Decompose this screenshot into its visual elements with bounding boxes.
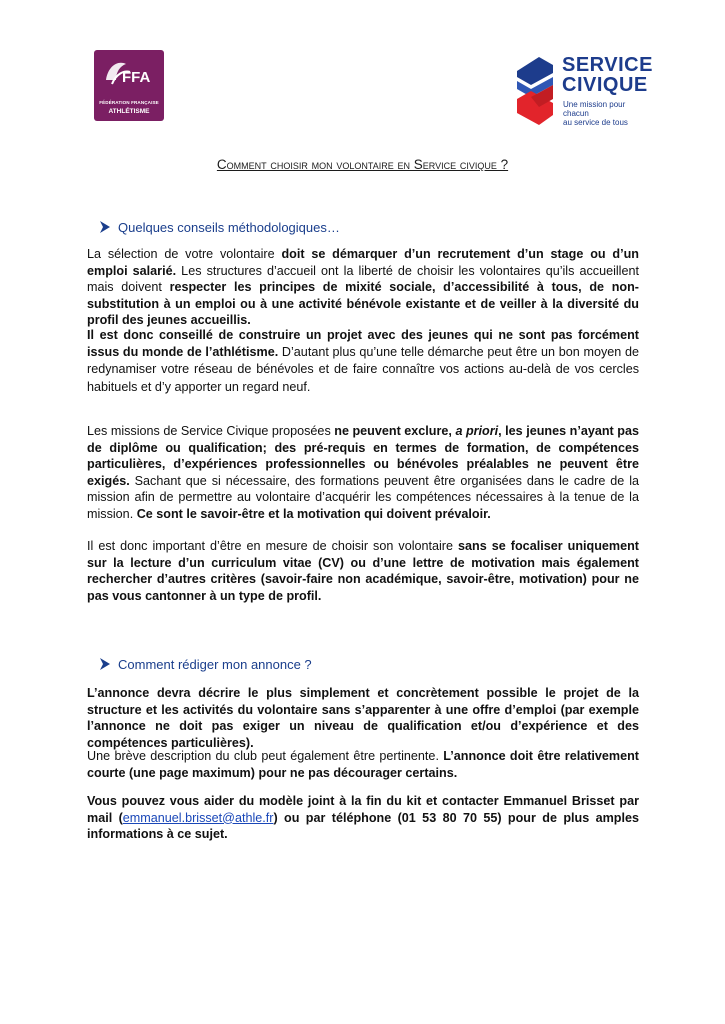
bold-run: Il est donc conseillé de construire un projet avec des jeunes qui ne sont pas forcément issus du monde de l’athlétisme. (87, 328, 639, 360)
text-run: Sachant que si nécessaire, des formations peuvent être organisées dans le cadre de la mission afin de permettre au volontaire d’acquérir les compétences nécessaires à la tenue de la mission. (87, 473, 639, 521)
ffa-mark: FFA (122, 69, 151, 86)
text-run: D’autant plus qu’une telle démarche peut être un bon moyen de redynamiser votre réseau de bénévoles et de faire connaître vos actions au-delà de vos cercles habituels et d’y apporter un regard neuf. (87, 345, 639, 394)
ffa-emblem-icon (94, 50, 164, 98)
ffa-logo-line1: FÉDÉRATION FRANÇAISE (99, 100, 159, 105)
service-civique-title (562, 55, 653, 95)
paragraph-contact (87, 793, 639, 843)
page-title: Comment choisir mon volontaire en Service civique ? (216, 157, 509, 172)
paragraph-missions (87, 423, 639, 523)
bold-run: doit se démarquer d’un recrutement d’un stage ou d’un emploi salarié. (87, 247, 639, 278)
text-run: Il est donc important d’être en mesure de choisir son volontaire (87, 539, 459, 553)
ffa-logo-line2: ATHLÉTISME (108, 108, 150, 115)
bold-italic-run: a priori (455, 424, 499, 438)
sc-tagline-line2: au service de tous (563, 118, 628, 127)
bold-run: ) ou par téléphone (01 53 80 70 55) pour de plus amples informations à ce sujet. (87, 810, 639, 842)
arrow-bullet-icon (100, 658, 110, 673)
bold-run: Ce sont le savoir-être et la motivation qui doivent prévaloir. (136, 506, 491, 521)
text-run: Une brève description du club peut également être pertinente. (87, 749, 444, 763)
bold-run: ne peuvent exclure, (334, 424, 456, 438)
bold-run: , les jeunes n’ayant pas de diplôme ou qualification; des pré-requis en termes de formation, de compétences particulières, d’expériences professionnelles ou bénévoles préalables ne peuvent être exigés. (87, 424, 639, 488)
paragraph-conseil-projet (87, 327, 639, 396)
ffa-logo (94, 50, 164, 121)
arrow-bullet-icon (100, 221, 110, 236)
service-civique-emblem-icon (509, 55, 559, 133)
text-run: Les structures d’accueil ont la liberté de choisir les volontaires qu’ils accueillent mais doivent (87, 263, 639, 295)
paragraph-selection (87, 246, 639, 329)
sc-tagline-line1: Une mission pour chacun (563, 100, 626, 118)
paragraph-choisir-volontaire (87, 538, 639, 604)
section-heading-text: Comment rédiger mon annonce ? (118, 657, 312, 672)
service-civique-logo (509, 54, 653, 133)
text-run: La sélection de votre volontaire (87, 247, 282, 261)
bold-run: L’annonce devra décrire le plus simplement et concrètement possible le projet de la structure et les activités du volontaire sans s’apparenter à une offre d’emploi (par exemple l’annonce ne doit pas exiger un niveau de qualification et/ou d’expérience et des compétences particulières). (87, 686, 639, 750)
bold-run: respecter les principes de mixité sociale, d’accessibilité à tous, de non-substitution à un emploi ou à une activité bénévole existante et de veiller à la diversité du profil des jeunes accueillis. (87, 280, 639, 328)
sc-title-line2: CIVIQUE (562, 74, 648, 96)
sc-title-line1: SERVICE (562, 54, 653, 76)
bold-run: L’annonce doit être relativement courte (une page maximum) pour ne pas décourager certains. (87, 749, 639, 780)
paragraph-annonce (87, 685, 639, 751)
section-heading-text: Quelques conseils méthodologiques… (118, 220, 340, 235)
bold-run: Vous pouvez vous aider du modèle joint à la fin du kit et contacter Emmanuel Brisset par mail ( (87, 794, 639, 825)
bold-run: sans se focaliser uniquement sur la lecture d’un curriculum vitae (CV) ou d’une lettre de motivation mais également rechercher d’autres critères (savoir-faire non académique, savoir-être, motivation) pour ne pas vous cantonner à un type de profil. (87, 539, 639, 603)
service-civique-tagline (563, 100, 653, 127)
email-link[interactable]: emmanuel.brisset@athle.fr (122, 810, 274, 825)
text-run: Les missions de Service Civique proposées (87, 424, 335, 438)
paragraph-description-club (87, 748, 639, 781)
